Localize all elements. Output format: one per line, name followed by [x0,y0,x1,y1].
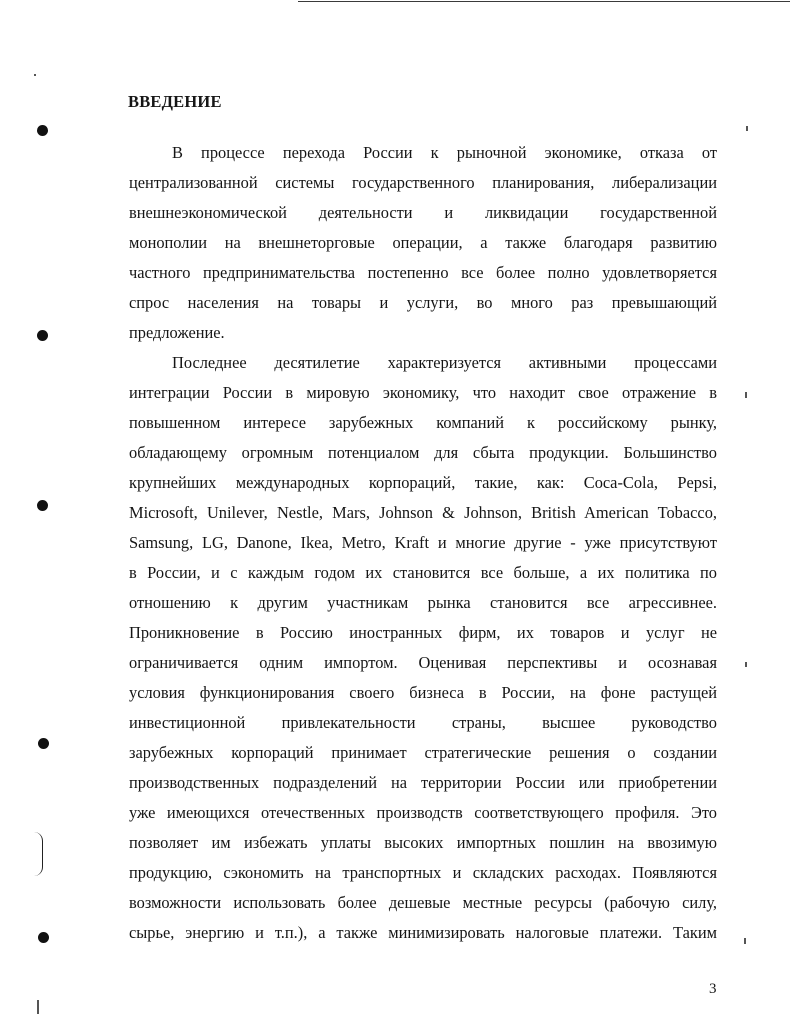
text-line: централизованной системы государственного планирования, либерализации [129,173,717,192]
text-line: сырье, энергию и т.п.), а также минимизировать налоговые платежи. Таким [129,923,717,942]
punch-hole [38,932,49,943]
text-line: Проникновение в Россию иностранных фирм, их товаров и услуг не [129,623,717,642]
scan-speck [37,1000,39,1014]
text-line: Microsoft, Unilever, Nestle, Mars, Johnson & Johnson, British American Tobacco, [129,503,717,522]
text-line: производственных подразделений на территории России или приобретении [129,773,717,792]
text-line: В процессе перехода России к рыночной экономике, отказа от [172,143,717,162]
punch-hole [37,330,48,341]
text-line: спрос населения на товары и услуги, во много раз превышающий [129,293,717,312]
text-line: интеграции России в мировую экономику, что находит свое отражение в [129,383,717,402]
scan-speck [745,662,747,667]
text-line: позволяет им избежать уплаты высоких импортных пошлин на ввозимую [129,833,717,852]
text-line: возможности использовать более дешевые местные ресурсы (рабочую силу, [129,893,717,912]
text-line: ограничивается одним импортом. Оценивая перспективы и осознавая [129,653,717,672]
scan-speck [34,74,36,76]
scan-speck [745,392,747,398]
text-line: частного предпринимательства постепенно все более полно удовлетворяется [129,263,717,282]
punch-hole [38,738,49,749]
text-line: уже имеющихся отечественных производств соответствующего профиля. Это [129,803,717,822]
text-line: монополии на внешнеторговые операции, а также благодаря развитию [129,233,717,252]
text-line: обладающему огромным потенциалом для сбыта продукции. Большинство [129,443,717,462]
punch-hole [37,500,48,511]
text-line: крупнейших международных корпораций, такие, как: Coca-Cola, Pepsi, [129,473,717,492]
scan-speck [746,126,748,131]
text-line: условия функционирования своего бизнеса в России, на фоне растущей [129,683,717,702]
text-line: продукцию, сэкономить на транспортных и складских расходах. Появляются [129,863,717,882]
margin-mark [34,832,43,876]
text-line: в России, и с каждым годом их становится все больше, а их политика по [129,563,717,582]
text-line: Samsung, LG, Danone, Ikea, Metro, Kraft и многие другие - уже присутствуют [129,533,717,552]
text-line: зарубежных корпораций принимает стратегические решения о создании [129,743,717,762]
text-line: отношению к другим участникам рынка становится все агрессивнее. [129,593,717,612]
text-line: повышенном интересе зарубежных компаний к российскому рынку, [129,413,717,432]
scan-speck [744,938,746,944]
text-line: внешнеэкономической деятельности и ликвидации государственной [129,203,717,222]
section-heading: ВВЕДЕНИЕ [128,92,222,111]
top-edge-line [298,1,790,2]
text-line: инвестиционной привлекательности страны, высшее руководство [129,713,717,732]
punch-hole [37,125,48,136]
text-line: Последнее десятилетие характеризуется активными процессами [172,353,717,372]
page-number: 3 [709,981,717,997]
text-line: предложение. [129,323,225,342]
